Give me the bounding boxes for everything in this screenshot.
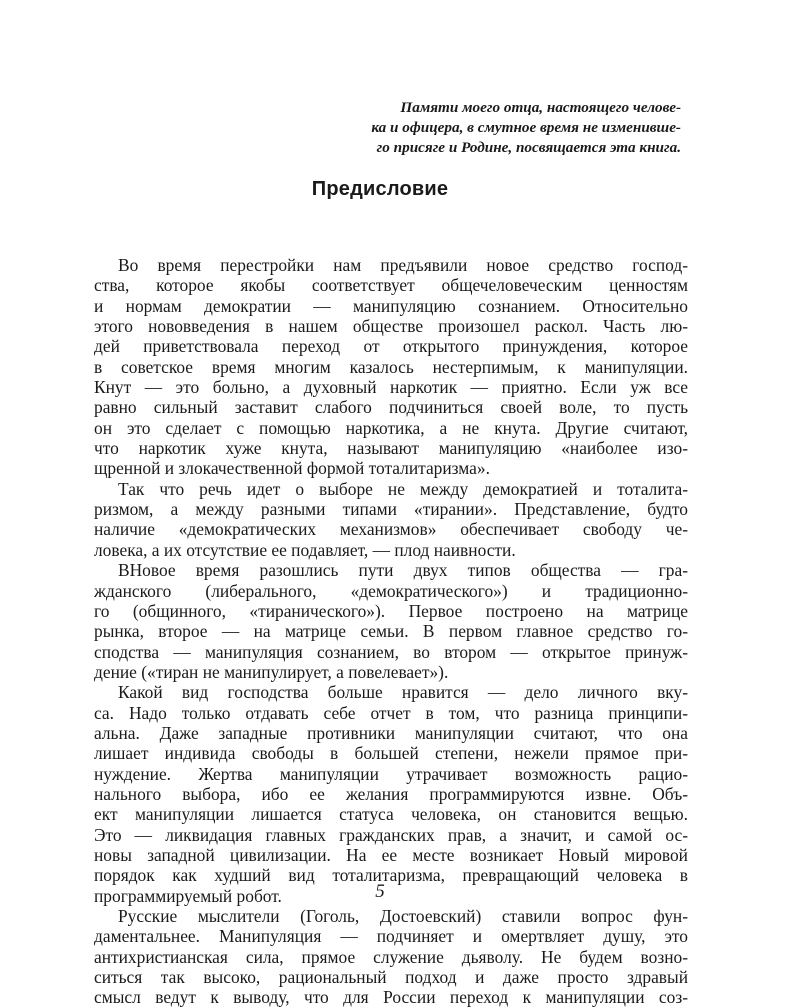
text-line: Какой вид господства больше нравится — дело личного вку- (118, 682, 688, 703)
text-line: ства, которое якобы соответствует общечеловеческим ценностям (94, 275, 688, 296)
text-line: антихристианская сила, прямое служение дьяволу. Не будем возно- (94, 946, 688, 967)
dedication-line: го присяге и Родине, посвящается эта книга. (376, 139, 681, 156)
text-line: что наркотик хуже кнута, называют манипуляцию «наиболее изо- (94, 438, 688, 459)
text-line: новы западной цивилизации. На ее месте возникает Новый мировой (94, 844, 688, 865)
text-line: программируемый робот. (94, 885, 282, 906)
text-line: нуждение. Жертва манипуляции утрачивает возможность рацио- (94, 763, 688, 784)
text-line: го (общинного, «тиранического»). Первое построено на матрице (94, 600, 688, 621)
text-line: порядок как худший вид тоталитаризма, превращающий человека в (94, 865, 688, 886)
page-number: 5 (375, 881, 385, 902)
text-line: этого нововведения в нашем обществе произошел раскол. Часть лю- (94, 316, 688, 337)
text-line: Кнут — это больно, а духовный наркотик — приятно. Если уж все (94, 377, 688, 398)
text-line: дей приветствовала переход от открытого принуждения, которое (94, 336, 688, 357)
chapter-title: Предисловие (311, 178, 449, 200)
dedication-epigraph (228, 98, 681, 158)
text-line: сподства — манипуляция сознанием, во втором — открытое принуж- (94, 641, 688, 662)
text-line: нального выбора, ибо ее желания программируются извне. Объ- (94, 783, 688, 804)
text-line: дение («тиран не манипулирует, а повелевает»). (94, 661, 449, 682)
text-line: лишает индивида свободы в большей степени, нежели прямое при- (94, 743, 688, 764)
text-line: даментальнее. Манипуляция — подчиняет и омертвляет душу, это (94, 926, 688, 947)
dedication-line: Памяти моего отца, настоящего челове- (400, 99, 681, 116)
text-line: Это — ликвидация главных гражданских прав, а значит, и самой ос- (94, 824, 688, 845)
text-line: са. Надо только отдавать себе отчет в том, что разница принципи- (94, 702, 688, 723)
text-line: Русские мыслители (Гоголь, Достоевский) ставили вопрос фун- (118, 906, 688, 926)
text-line: ризмом, а между разными типами «тирании». Представление, будто (94, 499, 688, 520)
text-line: наличие «демократических механизмов» обеспечивает свободу че- (94, 519, 688, 540)
text-line: в советское время многим казалось нестерпимым, к манипуляции. (94, 356, 688, 377)
text-line: щренной и злокачественной формой тоталитаризма». (94, 458, 490, 479)
text-line: ловека, а их отсутствие ее подавляет, — плод наивности. (94, 539, 516, 560)
text-line: Так что речь идет о выборе не между демократией и тоталита- (118, 478, 688, 499)
text-line: ект манипуляции лишается статуса человека, он становится вещью. (94, 804, 688, 825)
dedication-line: ка и офицера, в смутное время не изменивше- (371, 119, 681, 136)
text-line: альна. Даже западные противники манипуляции считают, что она (94, 722, 688, 743)
text-line: рынка, второе — на матрице семьи. В первом главное средство го- (94, 621, 688, 642)
text-line: жданского (либерального, «демократического») и традиционно- (94, 580, 688, 601)
text-line: ситься так высоко, рациональный подход и даже просто здравый (94, 967, 688, 988)
text-line: Во время перестройки нам предъявили новое средство господ- (118, 255, 688, 275)
text-line: ВНовое время разошлись пути двух типов общества — гра- (118, 560, 688, 581)
text-line: и нормам демократии — манипуляцию сознанием. Относительно (94, 295, 688, 316)
text-line: равно сильный заставит слабого подчиниться своей воле, то пусть (94, 397, 688, 418)
text-line: смысл ведут к выводу, что для России переход к манипуляции соз- (94, 987, 688, 1008)
text-line: он это сделает с помощью наркотика, а не кнута. Другие считают, (94, 417, 688, 438)
